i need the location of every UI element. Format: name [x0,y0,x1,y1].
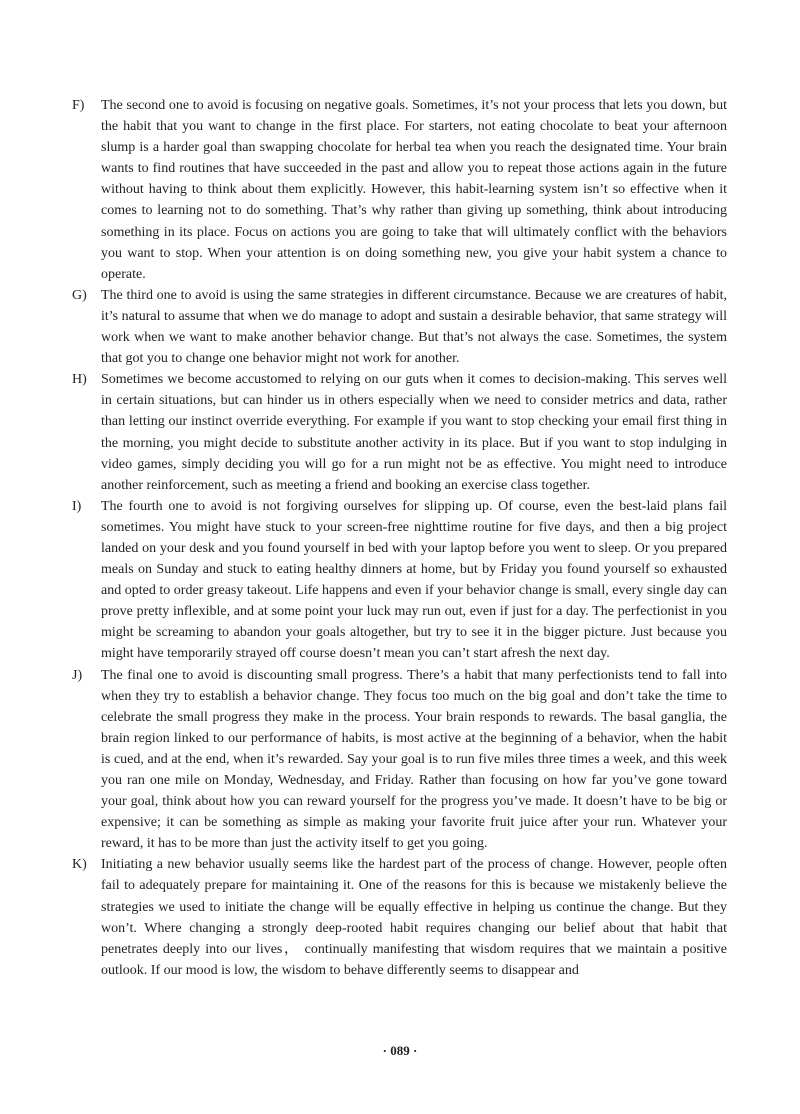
paragraph-letter: H) [72,372,87,388]
paragraph-letter: K) [72,857,87,873]
paragraph-letter: G) [72,287,87,303]
paragraph-f [72,95,727,285]
paragraph-text: Initiating a new behavior usually seems like the hardest part of the process of change. However, people often fail to adequately prepare for maintaining it. One of the reasons for this is because we mistakenly believe the strategies we used to initiate the change will be equally effective in helping us continue the change. But they won’t. Where changing a strongly deep-rooted habit requires changing our belief about that habit that penetrates deeply into our lives， continually manifesting that wisdom requires that we maintain a positive outlook. If our mood is low, the wisdom to behave differently seems to disappear and [101,857,727,978]
paragraph-text: The third one to avoid is using the same strategies in different circumstance. Because we are creatures of habit, it’s natural to assume that when we do manage to adopt and sustain a desirable behavior, that same strategy will work when we want to make another behavior change. But that’s not always the case. Sometimes, the system that got you to change one behavior might not work for another. [101,287,727,367]
paragraph-g [72,285,727,369]
paragraph-i [72,496,727,665]
paragraph-text: The fourth one to avoid is not forgiving ourselves for slipping up. Of course, even the best-laid plans fail sometimes. You might have stuck to your screen-free nighttime routine for five days, and then a big project landed on your desk and you found yourself in bed with your laptop before you went to sleep. Or you prepared meals on Sunday and stuck to eating healthy dinners at home, but by Friday you found yourself so exhausted and opted to order greasy takeout. Life happens and even if your behavior change is small, every single day can prove pretty inflexible, and at some point your luck may run out, even if just for a day. The perfectionist in you might be screaming to abandon your goals altogether, but try to see it in the bigger picture. Just because you might have temporarily strayed off course doesn’t mean you can’t start afresh the next day. [101,498,727,662]
paragraph-letter: I) [72,498,82,514]
paragraph-letter: F) [72,98,85,113]
paragraph-text: The second one to avoid is focusing on negative goals. Sometimes, it’s not your process that lets you down, but the habit that you want to change in the first place. For starters, not eating chocolate to beat your afternoon slump is a harder goal than swapping chocolate for herbal tea when you reach the designated time. Your brain wants to find routines that have succeeded in the past and allow you to repeat those actions again in the future without having to think about them explicitly. However, this habit-learning system isn’t so effective when it comes to learning not to do something. That’s why rather than giving up something, think about introducing something in its place. Focus on actions you are going to take that will ultimately conflict with the behaviors you want to stop. When your attention is on doing something new, you give your habit system a chance to operate. [101,98,727,282]
paragraph-k [72,854,727,981]
document-body [72,95,727,981]
paragraph-j [72,665,727,855]
paragraph-text: Sometimes we become accustomed to relying on our guts when it comes to decision-making. This serves well in certain situations, but can hinder us in others especially when we need to consider metrics and data, rather than letting our instinct override everything. For example if you want to stop checking your email first thing in the morning, you might decide to substitute another activity in its place. But if you want to stop indulging in video games, simply deciding you will go for a run might not be as effective. You might need to introduce another reinforcement, such as meeting a friend and booking an exercise class together. [101,372,727,493]
paragraph-letter: J) [72,667,83,683]
paragraph-text: The final one to avoid is discounting small progress. There’s a habit that many perfectionists tend to fall into when they try to establish a behavior change. They focus too much on the big goal and don’t take the time to celebrate the small progress they make in the process. Your brain responds to rewards. The basal ganglia, the brain region linked to our performance of habits, is most active at the beginning of a behavior, when the habit is cued, and at the end, when it’s rewarded. Say your goal is to run five miles three times a week, and this week you ran one mile on Monday, Wednesday, and Friday. Rather than focusing on how far you’ve gone toward your goal, think about how you can reward yourself for the progress you’ve made. It doesn’t have to be big or expensive; it can be something as simple as making your favorite fruit juice after your run. Whatever your reward, it has to be more than just the activity itself to get you going. [101,667,727,852]
page-number: · 089 · [382,1043,418,1058]
paragraph-h [72,369,727,496]
